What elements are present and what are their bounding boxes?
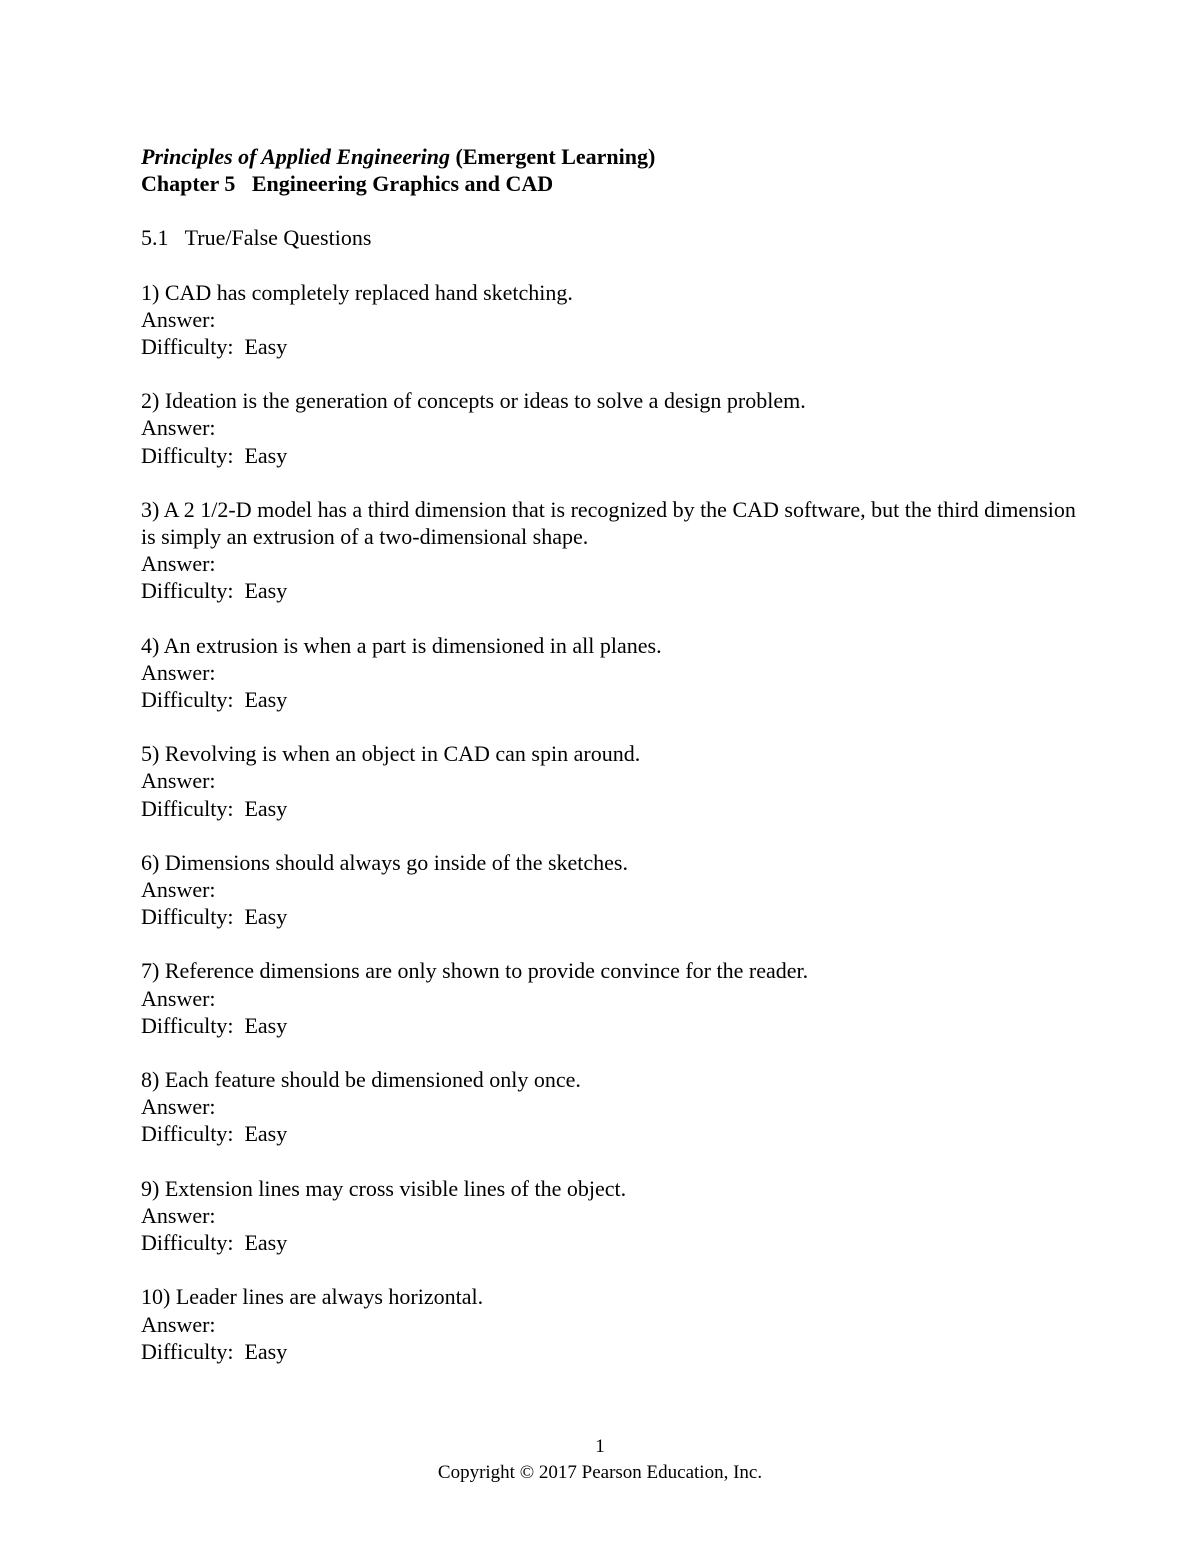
answer-label: Answer: bbox=[141, 1202, 216, 1228]
book-title: Principles of Applied Engineering bbox=[141, 144, 451, 169]
book-subtitle: (Emergent Learning) bbox=[455, 144, 656, 169]
copyright-notice: Copyright © 2017 Pearson Education, Inc. bbox=[437, 1462, 763, 1483]
difficulty-label: Difficulty: Easy bbox=[141, 1338, 288, 1364]
question-2 bbox=[141, 387, 1081, 469]
answer-label: Answer: bbox=[141, 659, 216, 685]
answer-label: Answer: bbox=[141, 1311, 216, 1337]
difficulty-label: Difficulty: Easy bbox=[141, 795, 288, 821]
section-heading: 5.1 True/False Questions bbox=[141, 225, 372, 251]
answer-label: Answer: bbox=[141, 1094, 216, 1120]
question-3 bbox=[141, 496, 1081, 605]
chapter-title: Chapter 5 Engineering Graphics and CAD bbox=[141, 171, 554, 197]
document-body bbox=[141, 143, 1081, 1365]
question-7 bbox=[141, 957, 1081, 1039]
answer-label: Answer: bbox=[141, 415, 216, 441]
difficulty-label: Difficulty: Easy bbox=[141, 1230, 288, 1256]
question-text: 7) Reference dimensions are only shown to provide convince for the reader. bbox=[141, 958, 809, 984]
question-text: 5) Revolving is when an object in CAD can spin around. bbox=[141, 741, 641, 767]
difficulty-label: Difficulty: Easy bbox=[141, 1012, 288, 1038]
question-10 bbox=[141, 1283, 1081, 1365]
question-4 bbox=[141, 632, 1081, 714]
book-title-line bbox=[141, 143, 1081, 170]
difficulty-label: Difficulty: Easy bbox=[141, 1121, 288, 1147]
question-text: 3) A 2 1/2-D model has a third dimension that is recognized by the CAD software, but the third dimension is simply an extrusion of a two-dimensional shape. bbox=[141, 496, 1076, 550]
difficulty-label: Difficulty: Easy bbox=[141, 334, 288, 360]
question-text: 9) Extension lines may cross visible lines of the object. bbox=[141, 1175, 627, 1201]
answer-label: Answer: bbox=[141, 768, 216, 794]
question-6 bbox=[141, 849, 1081, 931]
difficulty-label: Difficulty: Easy bbox=[141, 442, 288, 468]
answer-label: Answer: bbox=[141, 877, 216, 903]
answer-label: Answer: bbox=[141, 306, 216, 332]
question-text: 4) An extrusion is when a part is dimensioned in all planes. bbox=[141, 632, 662, 658]
question-5 bbox=[141, 740, 1081, 822]
difficulty-label: Difficulty: Easy bbox=[141, 687, 288, 713]
question-9 bbox=[141, 1175, 1081, 1257]
answer-label: Answer: bbox=[141, 551, 216, 577]
page-number: 1 bbox=[595, 1436, 605, 1457]
answer-label: Answer: bbox=[141, 985, 216, 1011]
difficulty-label: Difficulty: Easy bbox=[141, 578, 288, 604]
question-text: 2) Ideation is the generation of concepts or ideas to solve a design problem. bbox=[141, 388, 806, 414]
question-text: 1) CAD has completely replaced hand sketching. bbox=[141, 279, 573, 305]
question-1 bbox=[141, 279, 1081, 361]
question-text: 8) Each feature should be dimensioned only once. bbox=[141, 1067, 581, 1093]
question-8 bbox=[141, 1066, 1081, 1148]
difficulty-label: Difficulty: Easy bbox=[141, 904, 288, 930]
question-text: 10) Leader lines are always horizontal. bbox=[141, 1284, 484, 1310]
question-text: 6) Dimensions should always go inside of the sketches. bbox=[141, 849, 628, 875]
